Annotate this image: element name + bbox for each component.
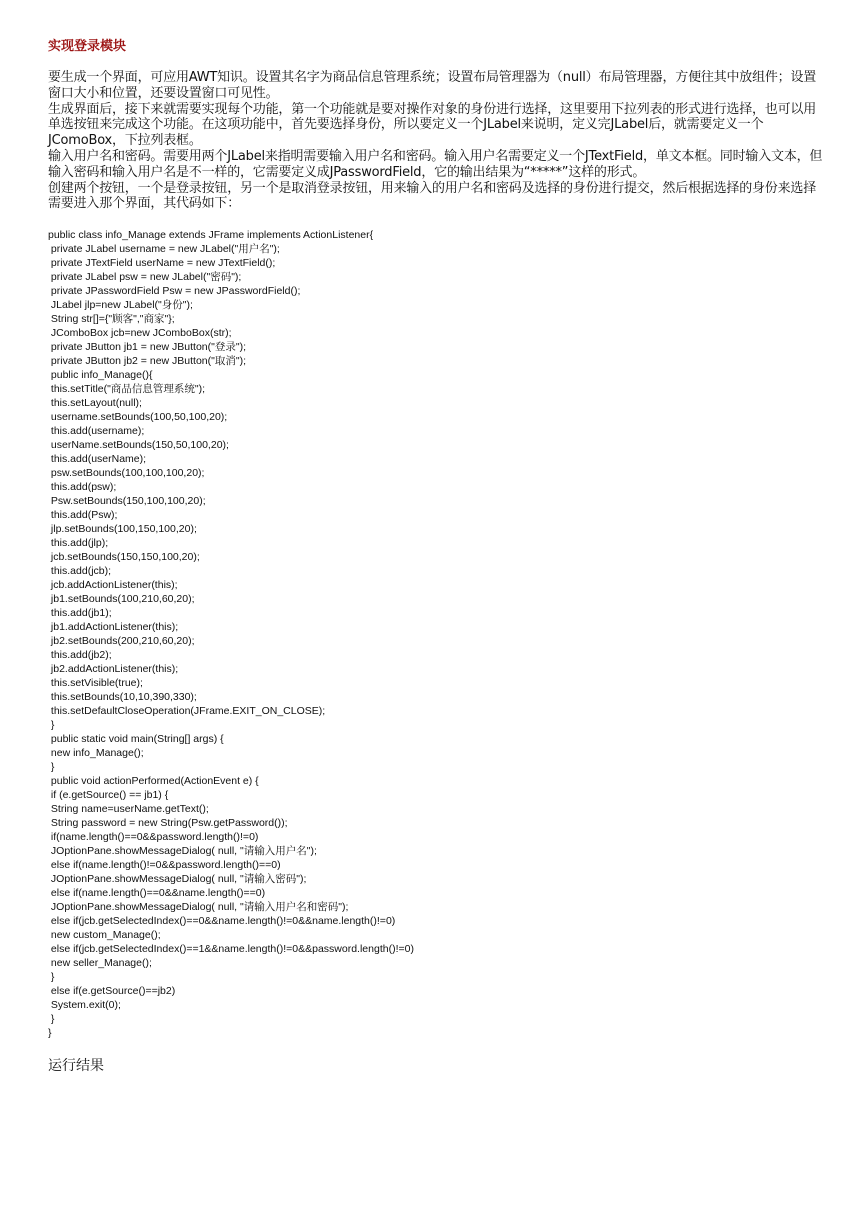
code-line: username.setBounds(100,50,100,20); xyxy=(48,411,228,424)
code-line: this.setLayout(null); xyxy=(48,397,142,410)
code-line: private JPasswordField Psw = new JPasswordField(); xyxy=(48,285,301,298)
code-line: } xyxy=(48,971,55,984)
code-line: this.add(psw); xyxy=(48,481,117,494)
code-line: this.setBounds(10,10,390,330); xyxy=(48,691,197,704)
code-line: if (e.getSource() == jb1) { xyxy=(48,789,169,802)
code-line: this.add(Psw); xyxy=(48,509,118,522)
code-line: String password = new String(Psw.getPassword()); xyxy=(48,817,288,830)
code-line: jcb.setBounds(150,150,100,20); xyxy=(48,551,200,564)
code-line: private JLabel psw = new JLabel("密码"); xyxy=(48,271,242,284)
code-line: userName.setBounds(150,50,100,20); xyxy=(48,439,229,452)
code-line: this.add(jb1); xyxy=(48,607,112,620)
code-line: this.add(jcb); xyxy=(48,565,112,578)
intro-text xyxy=(48,70,824,212)
code-line: else if(jcb.getSelectedIndex()==1&&name.length()!=0&&password.length()!=0) xyxy=(48,943,414,956)
section-heading: 实现登录模块 xyxy=(48,39,127,54)
code-line: else if(jcb.getSelectedIndex()==0&&name.length()!=0&&name.length()!=0) xyxy=(48,915,396,928)
code-line: jb2.setBounds(200,210,60,20); xyxy=(48,635,195,648)
document-page xyxy=(48,36,824,1076)
code-line: this.add(jb2); xyxy=(48,649,112,662)
code-line: new seller_Manage(); xyxy=(48,957,152,970)
code-line: String name=userName.getText(); xyxy=(48,803,209,816)
code-line: private JLabel username = new JLabel("用户名"); xyxy=(48,243,280,256)
code-line: this.add(jlp); xyxy=(48,537,109,550)
code-line: this.add(userName); xyxy=(48,453,147,466)
result-label: 运行结果 xyxy=(48,1058,104,1075)
code-line: public class info_Manage extends JFrame implements ActionListener{ xyxy=(48,229,374,242)
code-line: } xyxy=(48,1027,52,1040)
code-line: JOptionPane.showMessageDialog( null, "请输入用户名和密码"); xyxy=(48,901,349,914)
code-line: jb2.addActionListener(this); xyxy=(48,663,179,676)
code-line: JComboBox jcb=new JComboBox(str); xyxy=(48,327,232,340)
code-line: System.exit(0); xyxy=(48,999,121,1012)
code-line: private JTextField userName = new JTextField(); xyxy=(48,257,276,270)
code-line: this.add(username); xyxy=(48,425,145,438)
code-line: public void actionPerformed(ActionEvent e) { xyxy=(48,775,259,788)
code-line: new custom_Manage(); xyxy=(48,929,161,942)
code-line: } xyxy=(48,1013,55,1026)
code-line: } xyxy=(48,719,55,732)
code-line: else if(e.getSource()==jb2) xyxy=(48,985,176,998)
paragraph: 生成界面后，接下来就需要实现每个功能，第一个功能就是要对操作对象的身份进行选择，这里要用下拉列表的形式进行选择，也可以用单选按钮来完成这个功能。在这项功能中，首先要选择身份，所以要定义一个JLabel来说明，定义完JLabel后，就需要定义一个JComoBox，下拉列表框。 xyxy=(48,101,817,149)
paragraph: 要生成一个界面，可应用AWT知识。设置其名字为商品信息管理系统；设置布局管理器为（null）布局管理器，方便往其中放组件；设置窗口大小和位置，还要设置窗口可见性。 xyxy=(48,70,817,101)
code-block xyxy=(48,228,824,1040)
code-line: jb1.addActionListener(this); xyxy=(48,621,179,634)
paragraph: 输入用户名和密码。需要用两个JLabel来指明需要输入用户名和密码。输入用户名需要定义一个JTextField，单文本框。同时输入文本，但输入密码和输入用户名是不一样的，它需要定义成JPasswordField，它的输出结果为“*****”这样的形式。 xyxy=(48,148,823,180)
code-line: public info_Manage(){ xyxy=(48,369,153,382)
code-line: JOptionPane.showMessageDialog( null, "请输入用户名"); xyxy=(48,845,317,858)
code-line: private JButton jb1 = new JButton("登录"); xyxy=(48,341,247,354)
code-line: this.setDefaultCloseOperation(JFrame.EXIT_ON_CLOSE); xyxy=(48,705,326,718)
code-line: jb1.setBounds(100,210,60,20); xyxy=(48,593,195,606)
code-line: jlp.setBounds(100,150,100,20); xyxy=(48,523,197,536)
code-line: JLabel jlp=new JLabel("身份"); xyxy=(48,299,193,312)
code-line: Psw.setBounds(150,100,100,20); xyxy=(48,495,206,508)
code-line: psw.setBounds(100,100,100,20); xyxy=(48,467,205,480)
code-line: String str[]={"顾客","商家"}; xyxy=(48,313,175,326)
code-line: if(name.length()==0&&password.length()!=0) xyxy=(48,831,259,844)
code-line: this.setTitle("商品信息管理系统"); xyxy=(48,383,205,396)
code-line: } xyxy=(48,761,55,774)
code-line: else if(name.length()!=0&&password.length()==0) xyxy=(48,859,281,872)
code-line: this.setVisible(true); xyxy=(48,677,143,690)
code-line: new info_Manage(); xyxy=(48,747,144,760)
code-line: else if(name.length()==0&&name.length()==0) xyxy=(48,887,266,900)
code-line: JOptionPane.showMessageDialog( null, "请输入密码"); xyxy=(48,873,307,886)
code-line: private JButton jb2 = new JButton("取消"); xyxy=(48,355,247,368)
paragraph: 创建两个按钮，一个是登录按钮，另一个是取消登录按钮，用来输入的用户名和密码及选择的身份进行提交，然后根据选择的身份来选择需要进入那个界面，其代码如下： xyxy=(48,180,817,212)
code-line: jcb.addActionListener(this); xyxy=(48,579,178,592)
code-line: public static void main(String[] args) { xyxy=(48,733,224,746)
